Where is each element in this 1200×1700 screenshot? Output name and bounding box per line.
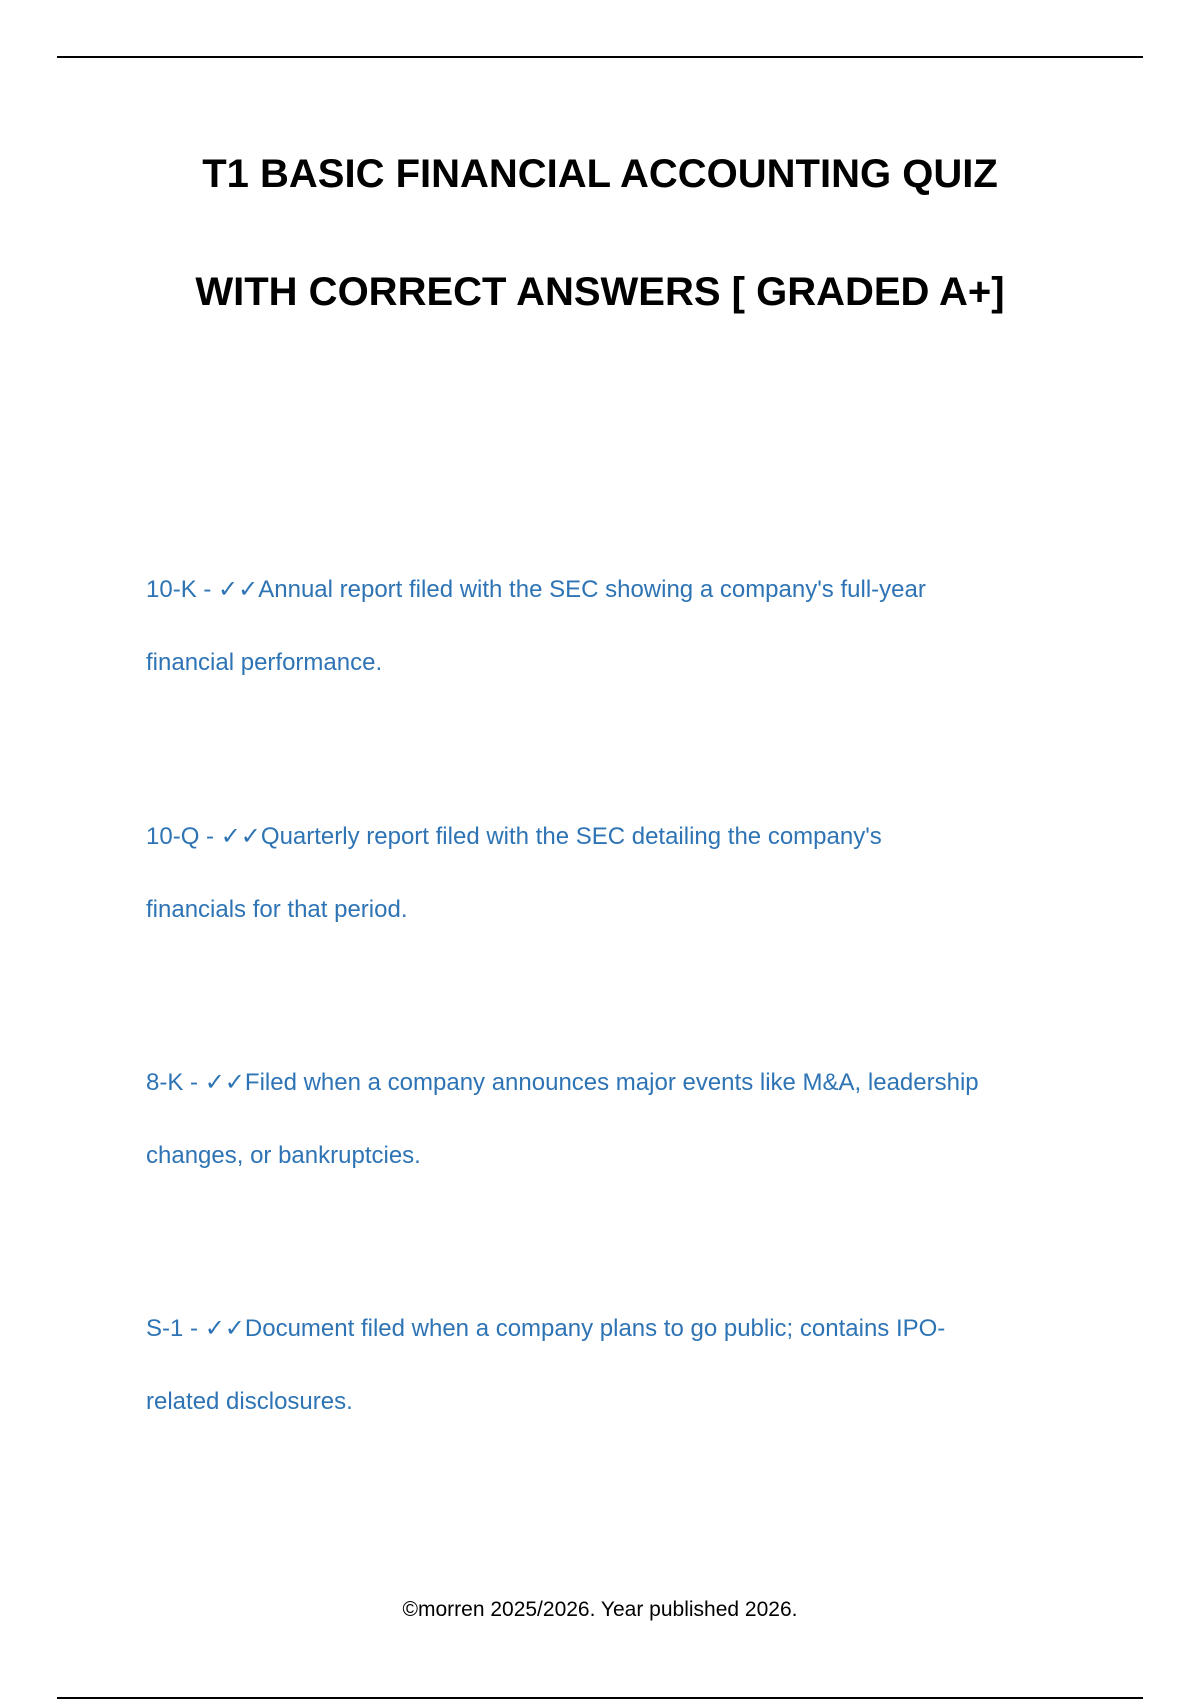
qa-line-1 [146,800,1086,873]
double-check-icon: ✓✓ [204,1068,245,1096]
qa-answer-part-1: Annual report filed with the SEC showing a company's full-year [258,576,926,603]
qa-answer-part-2: financials for that period. [146,896,408,923]
qa-item-8k [146,1046,1086,1192]
document-title-line-1: T1 BASIC FINANCIAL ACCOUNTING QUIZ [202,152,998,196]
double-check-icon: ✓✓ [218,575,259,603]
qa-item-10q [146,800,1086,946]
qa-item-10k [146,553,1086,699]
qa-term: 8-K - [146,1069,205,1096]
bottom-rule [57,1697,1143,1699]
qa-term: 10-K - [146,576,219,603]
qa-answer-part-1: Filed when a company announces major events like M&A, leadership [244,1069,979,1096]
qa-answer-part-1: Document filed when a company plans to go public; contains IPO- [244,1315,946,1342]
qa-line-1 [146,1046,1086,1119]
double-check-icon: ✓✓ [204,1314,245,1342]
qa-term: S-1 - [146,1315,205,1342]
qa-answer-part-2: changes, or bankruptcies. [146,1142,421,1169]
qa-item-s1 [146,1292,1086,1438]
qa-answer-part-2: financial performance. [146,649,383,676]
top-rule [57,56,1143,58]
qa-answer-part-1: Quarterly report filed with the SEC detailing the company's [260,823,882,850]
double-check-icon: ✓✓ [220,822,261,850]
qa-term: 10-Q - [146,823,221,850]
qa-line-1 [146,1292,1086,1365]
qa-line-1 [146,553,1086,626]
document-title-line-2: WITH CORRECT ANSWERS [ GRADED A+] [195,270,1005,314]
qa-answer-part-2: related disclosures. [146,1388,353,1415]
footer-copyright: ©morren 2025/2026. Year published 2026. [402,1598,798,1621]
